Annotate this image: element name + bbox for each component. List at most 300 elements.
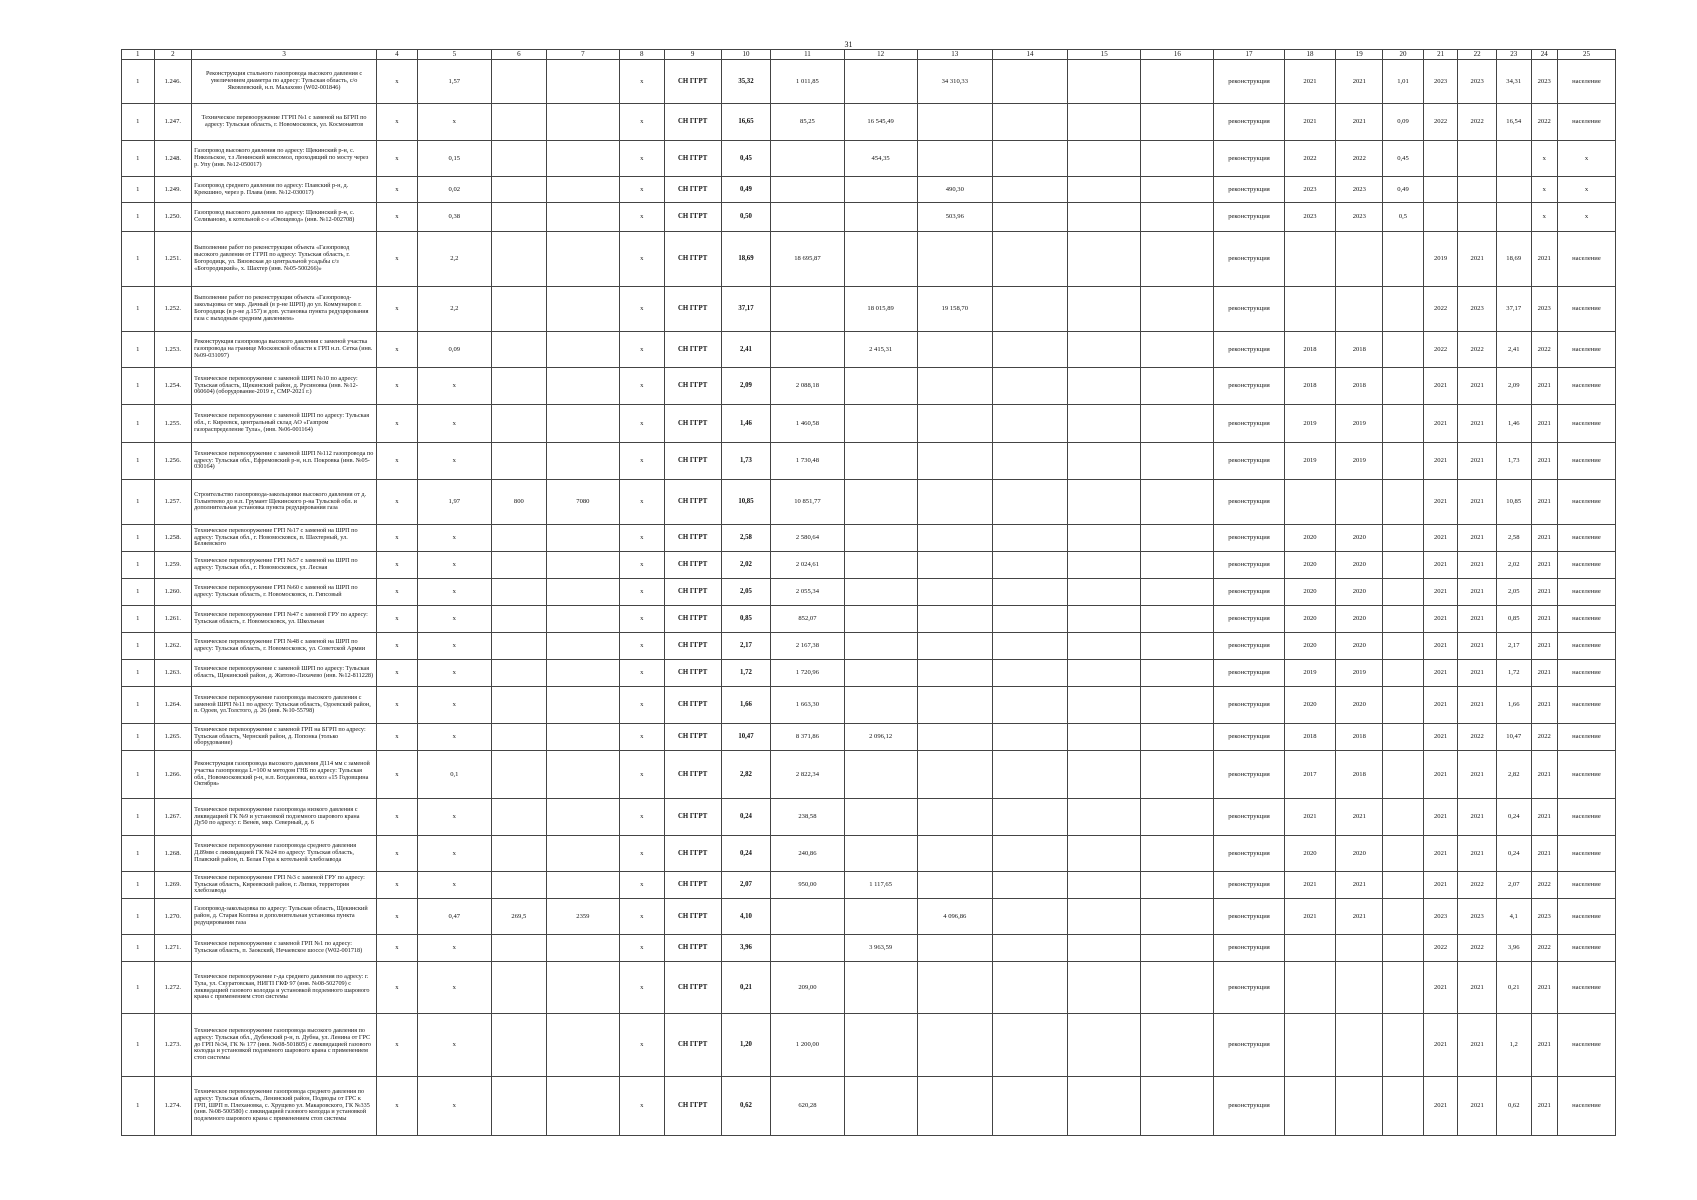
table-cell: 0,49 — [1383, 177, 1424, 203]
table-cell: 2021 — [1336, 872, 1383, 899]
table-cell — [546, 141, 619, 177]
table-cell — [1383, 525, 1424, 552]
table-cell: 1.257. — [154, 480, 192, 525]
table-cell — [917, 405, 992, 443]
table-cell — [1068, 1014, 1141, 1077]
table-cell — [491, 799, 546, 836]
table-cell — [1141, 1077, 1214, 1136]
table-cell — [1068, 660, 1141, 687]
col-header: 24 — [1531, 50, 1557, 60]
table-cell — [546, 962, 619, 1014]
table-cell: 2,09 — [1496, 368, 1531, 405]
table-cell — [546, 935, 619, 962]
table-cell — [1141, 443, 1214, 480]
table-cell: x — [377, 935, 418, 962]
table-cell: 35,32 — [721, 60, 771, 104]
table-cell: Техническое перевооружение газопровода среднего давления по адресу: Тульская область, Ленинский район, Подводы от ГРС к ГРП, ШРП п. Плехановка, с. Хрущево ул. Макаровского, ГК №335 (инв. №08-500580) с ликвидацией газового колодца и установкой подземного шарового крана с применением стоп системы — [192, 1077, 377, 1136]
table-cell — [992, 203, 1067, 232]
table-cell: 2,41 — [721, 332, 771, 368]
table-cell: x — [619, 480, 664, 525]
table-cell: СН ГГРТ — [664, 405, 721, 443]
table-cell — [1383, 405, 1424, 443]
table-cell: x — [417, 935, 491, 962]
table-cell — [1458, 177, 1497, 203]
table-cell: 1.274. — [154, 1077, 192, 1136]
table-cell: 18,69 — [721, 232, 771, 287]
table-cell — [1383, 480, 1424, 525]
table-cell — [844, 799, 917, 836]
table-cell: 2018 — [1284, 724, 1336, 751]
table-cell: x — [1531, 177, 1557, 203]
table-row — [122, 962, 1616, 1014]
table-cell — [1141, 872, 1214, 899]
table-cell — [1496, 141, 1531, 177]
table-cell: население — [1557, 60, 1615, 104]
table-cell — [917, 552, 992, 579]
table-cell: 2021 — [1336, 104, 1383, 141]
table-cell: 2019 — [1284, 443, 1336, 480]
table-cell: 1 — [122, 899, 155, 935]
table-cell: 1,66 — [1496, 687, 1531, 724]
table-cell: реконструкция — [1214, 232, 1284, 287]
table-cell: 2021 — [1336, 899, 1383, 935]
table-cell: 1.262. — [154, 633, 192, 660]
table-cell: 0,21 — [721, 962, 771, 1014]
table-cell — [546, 332, 619, 368]
table-cell: население — [1557, 799, 1615, 836]
table-row — [122, 1077, 1616, 1136]
table-cell — [546, 633, 619, 660]
table-cell — [491, 368, 546, 405]
table-cell: реконструкция — [1214, 724, 1284, 751]
table-cell: СН ГГРТ — [664, 899, 721, 935]
table-cell — [546, 1077, 619, 1136]
table-cell — [1284, 1077, 1336, 1136]
table-cell — [917, 525, 992, 552]
table-cell — [992, 232, 1067, 287]
table-cell: 2023 — [1458, 287, 1497, 332]
table-cell: 1 — [122, 935, 155, 962]
table-cell: 1 — [122, 660, 155, 687]
table-cell: реконструкция — [1214, 606, 1284, 633]
table-cell: 2020 — [1336, 525, 1383, 552]
table-cell: x — [417, 606, 491, 633]
table-cell: 1 — [122, 633, 155, 660]
col-header: 4 — [377, 50, 418, 60]
table-cell: 2,82 — [1496, 751, 1531, 799]
table-cell: СН ГГРТ — [664, 141, 721, 177]
table-cell: x — [619, 962, 664, 1014]
table-cell — [1141, 579, 1214, 606]
table-cell — [1068, 443, 1141, 480]
table-cell: 1 — [122, 579, 155, 606]
table-cell — [992, 332, 1067, 368]
table-cell: 1 117,65 — [844, 872, 917, 899]
table-cell: 852,07 — [771, 606, 844, 633]
table-row — [122, 368, 1616, 405]
table-cell — [546, 579, 619, 606]
table-cell: 2 415,31 — [844, 332, 917, 368]
table-cell: 2,58 — [1496, 525, 1531, 552]
table-cell — [1284, 232, 1336, 287]
table-cell — [992, 606, 1067, 633]
table-cell: x — [377, 633, 418, 660]
table-cell: x — [377, 962, 418, 1014]
table-row — [122, 332, 1616, 368]
table-cell: реконструкция — [1214, 60, 1284, 104]
table-cell — [491, 203, 546, 232]
table-cell: СН ГГРТ — [664, 104, 721, 141]
table-cell: 2018 — [1336, 751, 1383, 799]
table-cell: 2021 — [1531, 1014, 1557, 1077]
table-cell: x — [619, 177, 664, 203]
table-cell: 1.254. — [154, 368, 192, 405]
table-cell: 1.272. — [154, 962, 192, 1014]
table-cell — [844, 660, 917, 687]
table-cell — [1068, 332, 1141, 368]
table-cell — [771, 935, 844, 962]
table-cell: Техническое перевооружение ГРП №60 с заменой на ШРП по адресу: Тульская область, г. Новомосковск, п. Гипсовый — [192, 579, 377, 606]
table-cell: население — [1557, 443, 1615, 480]
table-cell — [546, 203, 619, 232]
table-cell: 1,73 — [721, 443, 771, 480]
col-header: 11 — [771, 50, 844, 60]
table-cell: 2019 — [1284, 405, 1336, 443]
table-cell — [917, 724, 992, 751]
col-header: 20 — [1383, 50, 1424, 60]
table-cell: 18 695,87 — [771, 232, 844, 287]
table-cell — [771, 141, 844, 177]
table-cell: 2017 — [1284, 751, 1336, 799]
table-cell: 1.248. — [154, 141, 192, 177]
table-cell: Техническое перевооружение газопровода среднего давления Д.89мм с ликвидацией ГК №24 по адресу: Тульская область, Плавский район, п. Белая Гора к котельной хлебозавода — [192, 836, 377, 872]
col-header: 2 — [154, 50, 192, 60]
table-cell: x — [417, 836, 491, 872]
table-cell: 240,86 — [771, 836, 844, 872]
table-cell: x — [417, 633, 491, 660]
table-cell: 2020 — [1336, 687, 1383, 724]
table-cell: 3,96 — [721, 935, 771, 962]
table-cell — [917, 579, 992, 606]
table-row — [122, 287, 1616, 332]
table-cell: 2,05 — [1496, 579, 1531, 606]
table-cell: Выполнение работ по реконструкции объекта «Газопровод высокого давления от ГГРП по адресу: Тульская область, г. Богородицк, ул. Вязовская до центральной усадьбы с/з «Богородицкий», х. Шахтер (инв. №05-500266)» — [192, 232, 377, 287]
table-cell — [992, 552, 1067, 579]
table-cell: 85,25 — [771, 104, 844, 141]
col-header: 6 — [491, 50, 546, 60]
table-cell: СН ГГРТ — [664, 1014, 721, 1077]
table-cell: 1.267. — [154, 799, 192, 836]
table-cell: 0,24 — [1496, 799, 1531, 836]
table-row — [122, 899, 1616, 935]
table-cell — [917, 872, 992, 899]
table-cell: 1.261. — [154, 606, 192, 633]
table-row — [122, 751, 1616, 799]
table-cell: x — [377, 104, 418, 141]
table-cell: 1 460,58 — [771, 405, 844, 443]
table-cell: x — [377, 687, 418, 724]
table-cell: 2020 — [1284, 836, 1336, 872]
table-cell: реконструкция — [1214, 1014, 1284, 1077]
table-cell — [1068, 141, 1141, 177]
table-cell — [1383, 1077, 1424, 1136]
table-cell: 3,96 — [1496, 935, 1531, 962]
col-header: 13 — [917, 50, 992, 60]
table-cell: 2021 — [1423, 962, 1458, 1014]
table-cell — [992, 872, 1067, 899]
table-cell: 2020 — [1336, 552, 1383, 579]
table-cell: 2019 — [1284, 660, 1336, 687]
table-cell: 2 055,34 — [771, 579, 844, 606]
table-cell: 2021 — [1531, 633, 1557, 660]
table-cell: 1 — [122, 687, 155, 724]
table-cell: 2020 — [1284, 606, 1336, 633]
table-cell: 1 — [122, 141, 155, 177]
table-cell: Техническое перевооружение газопровода низкого давления с ликвидацией ГК №9 и установкой подземного шарового крана Ду50 по адресу: г. Венев, мкр. Северный, д. 6 — [192, 799, 377, 836]
table-cell — [491, 60, 546, 104]
table-cell — [844, 177, 917, 203]
table-cell — [546, 368, 619, 405]
table-cell: 1.260. — [154, 579, 192, 606]
col-header: 3 — [192, 50, 377, 60]
table-cell: 2019 — [1336, 405, 1383, 443]
table-cell: 2021 — [1423, 1014, 1458, 1077]
table-cell: 2021 — [1458, 368, 1497, 405]
table-cell: 2,05 — [721, 579, 771, 606]
table-cell: 2018 — [1336, 332, 1383, 368]
table-cell: Техническое перевооружение с заменой ШРП №10 по адресу: Тульская область, Щекинский район, д. Русиновка (инв. №12-060604) (оборудование-2019 г., СМР-2021 г.) — [192, 368, 377, 405]
table-cell: x — [377, 287, 418, 332]
table-cell — [1383, 724, 1424, 751]
table-cell — [917, 104, 992, 141]
table-cell: 2021 — [1458, 633, 1497, 660]
table-cell — [1284, 935, 1336, 962]
table-cell: x — [619, 104, 664, 141]
table-cell: 2023 — [1284, 203, 1336, 232]
table-cell: население — [1557, 751, 1615, 799]
table-cell: 2022 — [1531, 104, 1557, 141]
table-cell — [1141, 203, 1214, 232]
table-cell — [491, 633, 546, 660]
table-cell: 2021 — [1423, 660, 1458, 687]
table-cell: x — [619, 899, 664, 935]
table-cell: 1,46 — [721, 405, 771, 443]
table-cell — [546, 724, 619, 751]
table-cell — [917, 751, 992, 799]
table-cell: 1 720,96 — [771, 660, 844, 687]
table-cell: 1 — [122, 443, 155, 480]
table-cell: x — [377, 724, 418, 751]
table-cell: Техническое перевооружение газопровода высокого давления с заменой ШРП №11 по адресу: Тульская область, Одоевский район, п. Одоев, ул.Толстого, д. 26 (инв. №10-55798) — [192, 687, 377, 724]
table-cell: население — [1557, 1077, 1615, 1136]
table-cell — [1383, 1014, 1424, 1077]
table-cell: x — [417, 368, 491, 405]
table-cell: Техническое перевооружение г-да среднего давления по адресу: г. Тула, ул. Скуратовская, НИГП ГКФ 97 (инв. №08-502709) с ликвидацией газового колодца и установкой подземного шарового крана с применением стоп системы — [192, 962, 377, 1014]
table-cell: население — [1557, 368, 1615, 405]
table-cell: 1 — [122, 232, 155, 287]
table-cell: x — [417, 405, 491, 443]
table-cell: x — [377, 552, 418, 579]
table-cell — [1141, 724, 1214, 751]
table-cell: 1 730,48 — [771, 443, 844, 480]
col-header: 23 — [1496, 50, 1531, 60]
table-cell — [1383, 962, 1424, 1014]
table-row — [122, 687, 1616, 724]
table-cell: 10,47 — [721, 724, 771, 751]
table-cell: 2 024,61 — [771, 552, 844, 579]
table-cell: 2021 — [1531, 660, 1557, 687]
table-cell — [1068, 203, 1141, 232]
table-cell — [917, 836, 992, 872]
table-cell — [1068, 687, 1141, 724]
table-cell: Газопровод высокого давления по адресу: Щекинский р-н, с. Селиваново, к котельной с-з «Овощевод» (инв. №12-002708) — [192, 203, 377, 232]
col-header: 18 — [1284, 50, 1336, 60]
table-cell — [1336, 1077, 1383, 1136]
table-cell — [1383, 751, 1424, 799]
table-cell: население — [1557, 935, 1615, 962]
table-cell — [546, 799, 619, 836]
table-cell — [1383, 579, 1424, 606]
table-cell: x — [619, 332, 664, 368]
table-cell: 2021 — [1531, 962, 1557, 1014]
table-cell — [1383, 633, 1424, 660]
table-cell — [1336, 480, 1383, 525]
table-cell: 2018 — [1284, 368, 1336, 405]
table-cell: 1 — [122, 332, 155, 368]
table-cell — [491, 606, 546, 633]
table-cell: 0,62 — [1496, 1077, 1531, 1136]
table-cell: x — [1557, 177, 1615, 203]
table-cell: Техническое перевооружение ГРП №47 с заменой ГРУ по адресу: Тульская область, г. Новомосковск, ул. Школьная — [192, 606, 377, 633]
col-header: 14 — [992, 50, 1067, 60]
table-cell — [992, 799, 1067, 836]
table-cell: 2,02 — [1496, 552, 1531, 579]
table-cell: 2023 — [1531, 287, 1557, 332]
table-cell: 2021 — [1423, 1077, 1458, 1136]
table-cell: Выполнение работ по реконструкции объекта «Газопровод-закольцовка от мкр. Дачный (в р-не ШРП) до ул. Коммунаров г. Богородицк (в р-не д.157) и доп. установка пункта редуцирования газа с выходным средним давлением» — [192, 287, 377, 332]
table-cell — [771, 177, 844, 203]
table-cell — [992, 104, 1067, 141]
table-cell — [917, 660, 992, 687]
table-cell: 2020 — [1336, 633, 1383, 660]
table-cell — [546, 687, 619, 724]
table-cell: 2021 — [1531, 480, 1557, 525]
table-cell: 2022 — [1458, 332, 1497, 368]
col-header: 25 — [1557, 50, 1615, 60]
table-cell: 2018 — [1284, 332, 1336, 368]
table-cell — [1336, 962, 1383, 1014]
col-header: 19 — [1336, 50, 1383, 60]
table-row — [122, 443, 1616, 480]
table-cell — [1383, 660, 1424, 687]
table-cell — [1383, 799, 1424, 836]
table-cell: реконструкция — [1214, 480, 1284, 525]
table-cell — [546, 177, 619, 203]
table-cell: x — [619, 368, 664, 405]
table-cell: население — [1557, 579, 1615, 606]
table-cell — [1141, 836, 1214, 872]
table-cell: x — [1557, 203, 1615, 232]
table-cell: 7080 — [546, 480, 619, 525]
table-cell — [1141, 751, 1214, 799]
table-cell — [1336, 1014, 1383, 1077]
table-cell: 2022 — [1423, 935, 1458, 962]
table-cell — [1141, 687, 1214, 724]
table-cell — [1141, 232, 1214, 287]
table-cell: 1.271. — [154, 935, 192, 962]
table-cell: 2023 — [1423, 60, 1458, 104]
table-cell — [1284, 480, 1336, 525]
table-cell — [992, 368, 1067, 405]
col-header: 17 — [1214, 50, 1284, 60]
table-cell: 2 822,34 — [771, 751, 844, 799]
table-cell — [546, 751, 619, 799]
table-cell — [1141, 480, 1214, 525]
table-cell: 2021 — [1423, 606, 1458, 633]
table-cell — [1141, 935, 1214, 962]
table-cell — [917, 687, 992, 724]
table-cell: x — [417, 799, 491, 836]
table-cell — [844, 751, 917, 799]
table-cell: 2023 — [1458, 899, 1497, 935]
table-cell — [992, 1077, 1067, 1136]
table-cell — [917, 480, 992, 525]
table-cell: x — [619, 799, 664, 836]
table-cell — [917, 962, 992, 1014]
table-cell — [917, 1077, 992, 1136]
table-cell: население — [1557, 633, 1615, 660]
table-cell — [491, 1014, 546, 1077]
table-cell — [844, 232, 917, 287]
table-cell: 2020 — [1284, 525, 1336, 552]
table-cell: СН ГГРТ — [664, 962, 721, 1014]
table-cell — [1383, 287, 1424, 332]
table-cell: 2020 — [1336, 606, 1383, 633]
table-row — [122, 935, 1616, 962]
table-cell — [844, 836, 917, 872]
table-cell — [917, 141, 992, 177]
table-cell — [1423, 141, 1458, 177]
table-cell: 1.256. — [154, 443, 192, 480]
table-cell: 34,31 — [1496, 60, 1531, 104]
table-cell: 1 — [122, 724, 155, 751]
table-cell — [1496, 203, 1531, 232]
table-cell: 1,66 — [721, 687, 771, 724]
table-cell — [491, 552, 546, 579]
table-cell: СН ГГРТ — [664, 687, 721, 724]
table-cell — [491, 660, 546, 687]
table-cell: 1,57 — [417, 60, 491, 104]
table-cell: x — [619, 606, 664, 633]
table-cell — [1068, 962, 1141, 1014]
table-cell — [992, 962, 1067, 1014]
table-cell — [992, 141, 1067, 177]
table-cell — [1141, 104, 1214, 141]
table-cell: 2021 — [1458, 606, 1497, 633]
table-cell — [844, 203, 917, 232]
table-cell: 2019 — [1336, 660, 1383, 687]
table-cell: 1 — [122, 480, 155, 525]
table-cell — [546, 525, 619, 552]
table-cell: Газопровод среднего давления по адресу: Плавский р-н, д. Крекшино, через р. Плава (инв. №12-030017) — [192, 177, 377, 203]
table-cell: 238,58 — [771, 799, 844, 836]
table-cell — [1068, 872, 1141, 899]
table-cell: 2021 — [1423, 552, 1458, 579]
table-cell: x — [377, 141, 418, 177]
table-cell: 2,17 — [1496, 633, 1531, 660]
table-cell — [992, 660, 1067, 687]
table-cell: 1.249. — [154, 177, 192, 203]
